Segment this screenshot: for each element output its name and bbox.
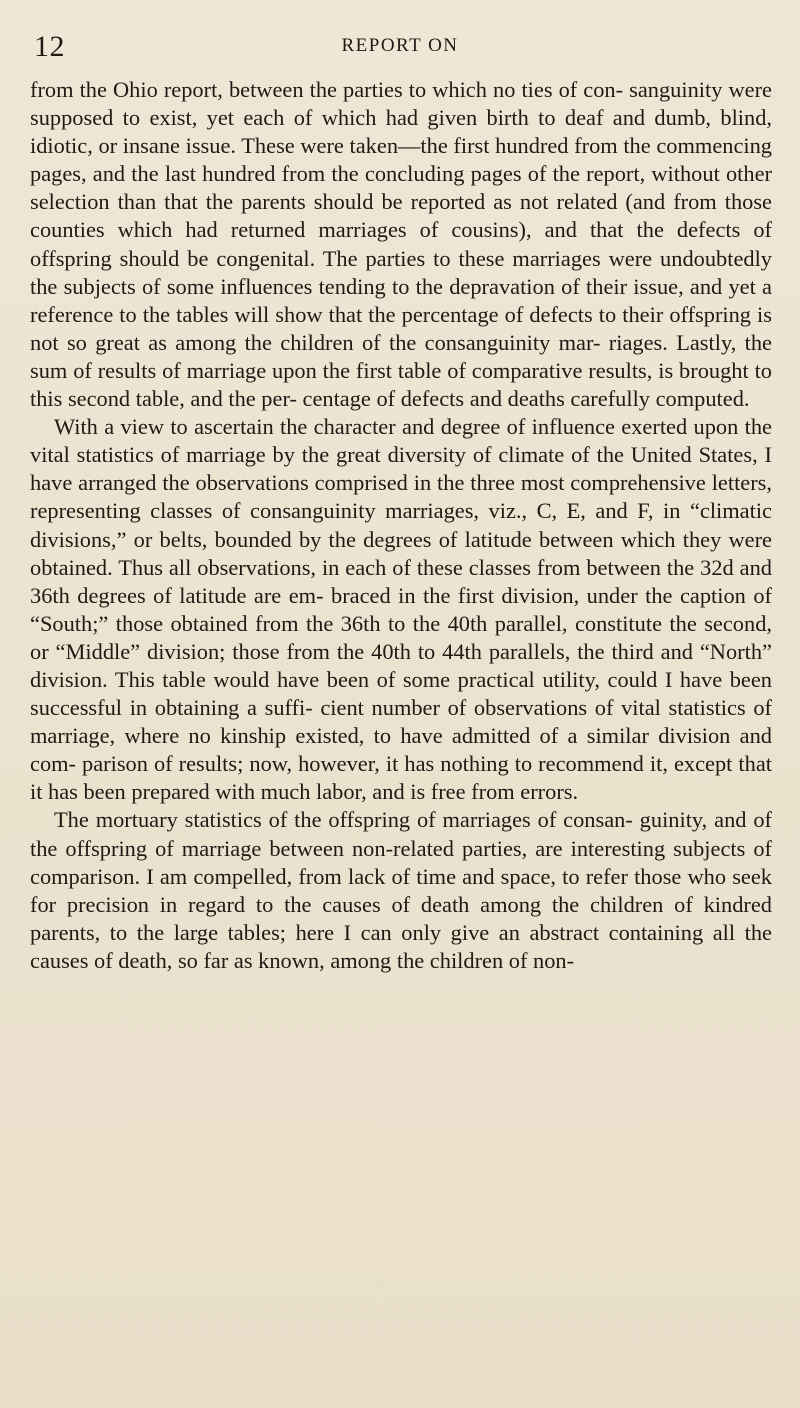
paragraph: With a view to ascertain the character and degree of influence exerted upon the vital statistics of marriage by the great diversity of climate of the United States, I have arranged the observations comprised in the three most comprehensive letters, representing classes of consanguinity marriages, viz., C, E, and F, in “climatic divisions,” or belts, bounded by the degrees of latitude between which they were obtained. Thus all observations, in each of these classes from between the 32d and 36th degrees of latitude are em- braced in the first division, under the caption of “South;” those obtained from the 36th to the 40th parallel, constitute the second, or “Middle” division; those from the 40th to 44th parallels, the third and “North” division. This table would have been of some practical utility, could I have been successful in obtaining a suffi- cient number of observations of vital statistics of marriage, where no kinship existed, to have admitted of a similar division and com- parison of results; now, however, it has nothing to recommend it, except that it has been prepared with much labor, and is free from errors. bbox=[30, 414, 772, 805]
running-head bbox=[34, 30, 766, 64]
page-number: 12 bbox=[34, 30, 65, 63]
paragraph: The mortuary statistics of the offspring of marriages of consan- guinity, and of the offspring of marriage between non-related parties, are interesting subjects of comparison. I am compelled, from lack of time and space, to refer those who seek for precision in regard to the causes of death among the children of kindred parents, to the large tables; here I can only give an abstract containing all the causes of death, so far as known, among the children of non- bbox=[30, 807, 772, 973]
running-head-title: REPORT ON bbox=[341, 35, 459, 56]
paragraph: from the Ohio report, between the parties to which no ties of con- sanguinity were supposed to exist, yet each of which had given birth to deaf and dumb, blind, idiotic, or insane issue. These were taken—the first hundred from the commencing pages, and the last hundred from the concluding pages of the report, without other selection than that the parents should be reported as not related (and from those counties which had returned marriages of cousins), and that the defects of offspring should be congenital. The parties to these marriages were undoubtedly the subjects of some influences tending to the depravation of their issue, and yet a reference to the tables will show that the percentage of defects to their offspring is not so great as among the children of the consanguinity mar- riages. Lastly, the sum of results of marriage upon the first table of comparative results, is brought to this second table, and the per- centage of defects and deaths carefully computed. bbox=[30, 77, 772, 412]
body-text bbox=[30, 76, 772, 975]
